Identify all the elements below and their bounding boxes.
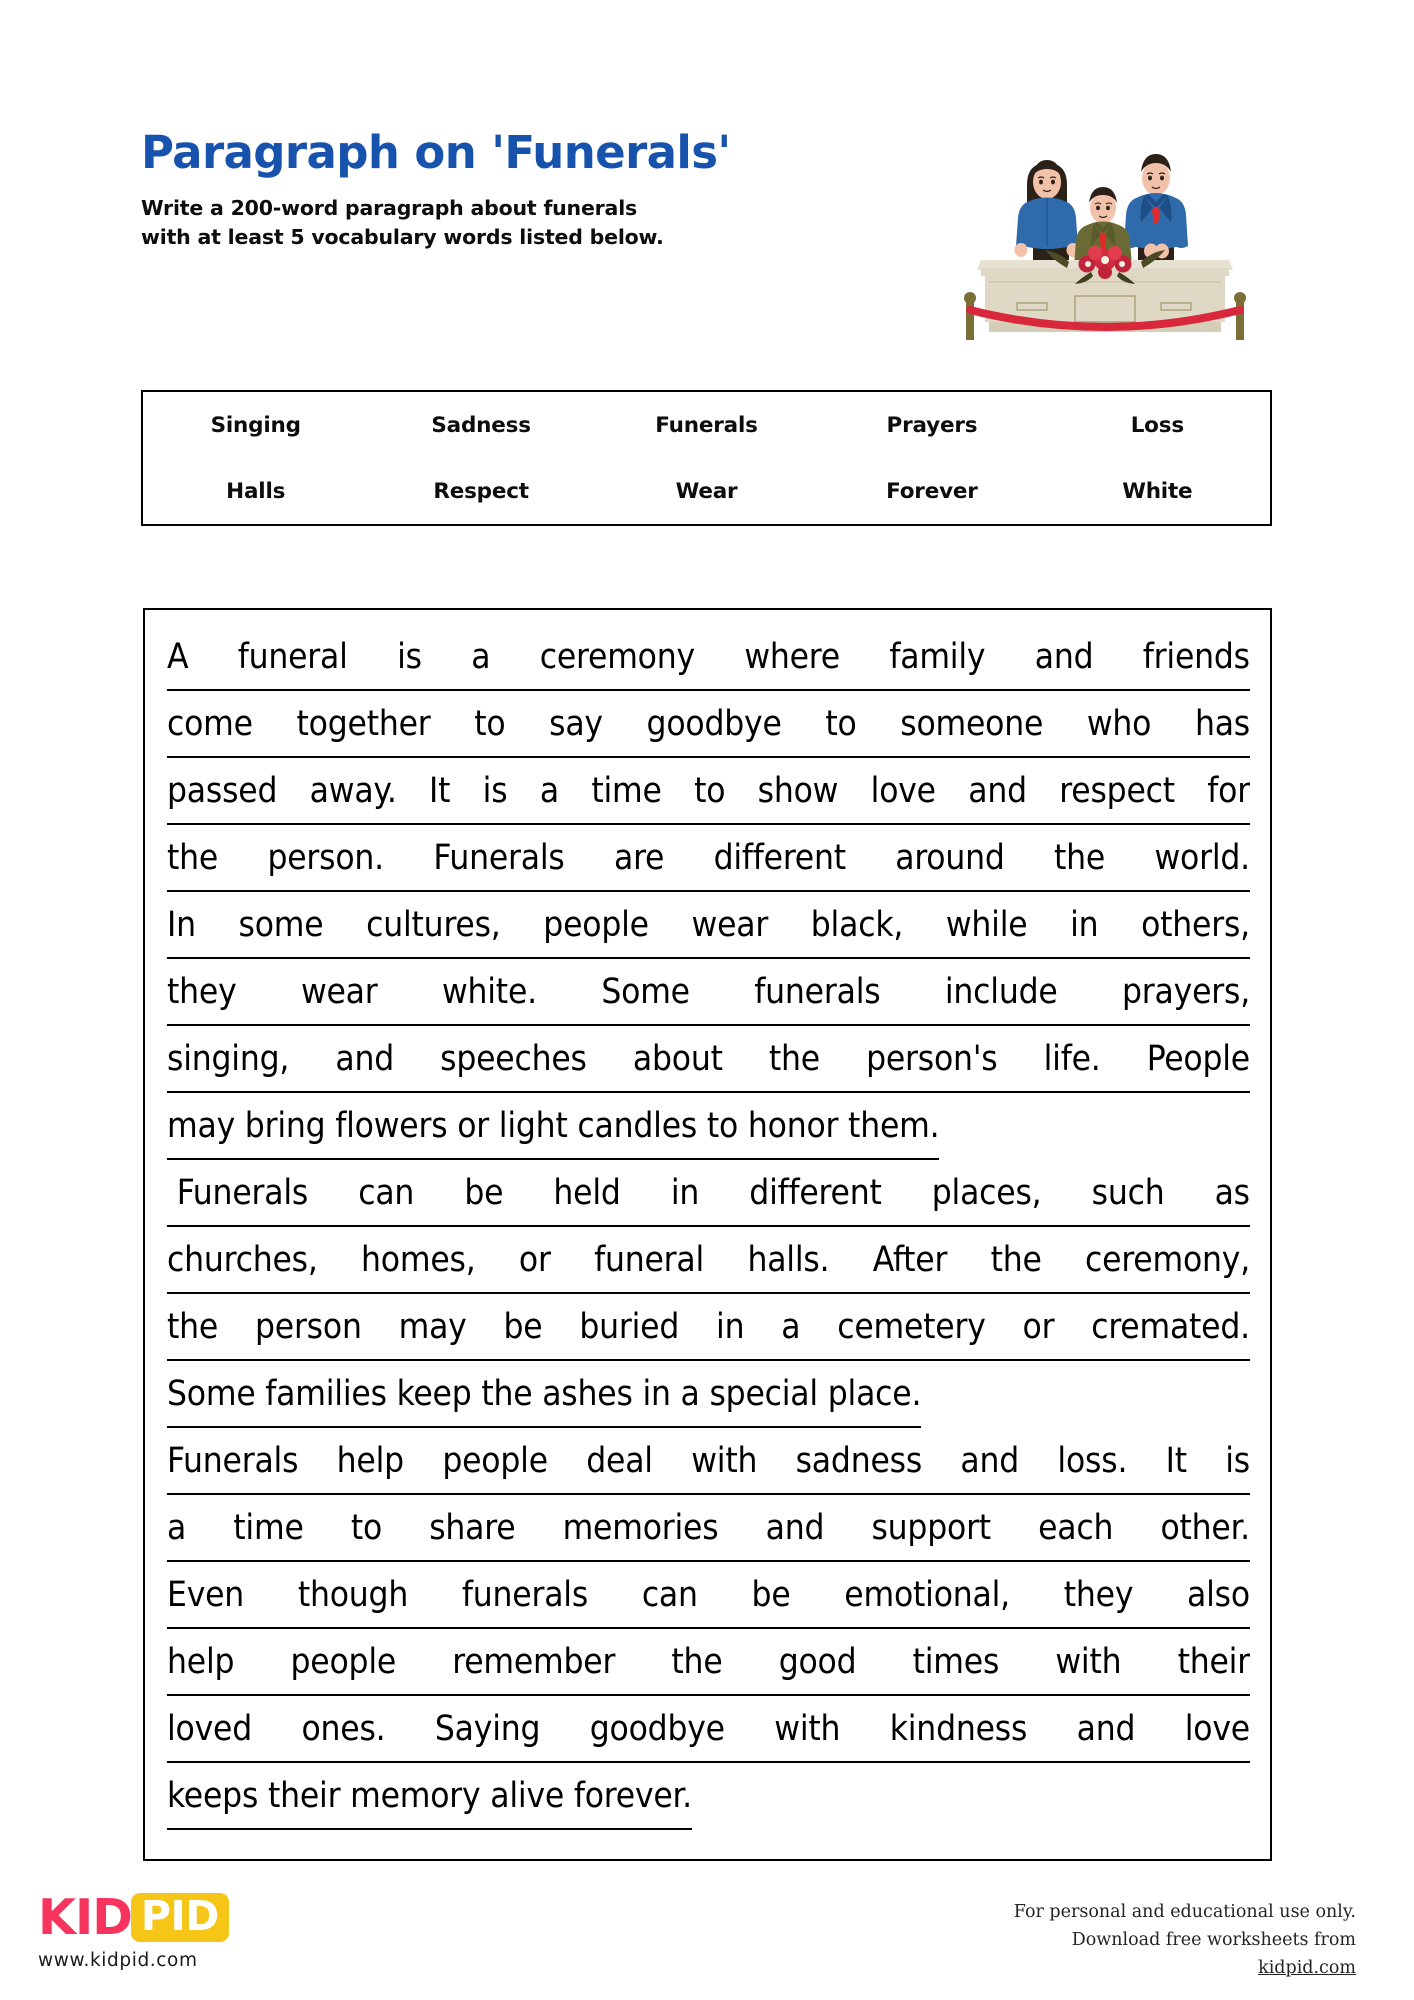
paragraph-line-text: may bring flowers or light candles to honor them. [167, 1093, 939, 1160]
paragraph-word: funerals [461, 1575, 589, 1615]
paragraph-word: their [1177, 1642, 1250, 1682]
paragraph-word: person. [267, 838, 384, 878]
paragraph-line-text [167, 1294, 1250, 1361]
paragraph-word: and [1034, 637, 1094, 677]
paragraph-line-text [167, 1026, 1250, 1093]
paragraph-line-text: keeps their memory alive forever. [167, 1763, 692, 1830]
paragraph-word: to [474, 704, 506, 744]
paragraph-word: held [553, 1173, 621, 1213]
paragraph-line [167, 1562, 1250, 1629]
vocab-word: Respect [433, 478, 529, 504]
paragraph-line-text: Some families keep the ashes in a special place. [167, 1361, 921, 1428]
paragraph-word: show [757, 771, 839, 811]
paragraph-word: be [751, 1575, 791, 1615]
paragraph-word: homes, [361, 1240, 476, 1280]
vocab-word: Halls [226, 478, 286, 504]
paragraph-word: away. [309, 771, 397, 811]
paragraph-word: A [167, 637, 189, 677]
paragraph-word: good [778, 1642, 857, 1682]
paragraph-word: memories [562, 1508, 719, 1548]
logo-url-text: www.kidpid.com [38, 1950, 198, 1971]
paragraph-word: each [1038, 1508, 1114, 1548]
header [141, 128, 941, 253]
paragraph-word: People [1146, 1039, 1250, 1079]
paragraph-line [167, 624, 1250, 691]
funeral-family-casket-illustration [955, 110, 1255, 340]
paragraph-word: around [895, 838, 1005, 878]
paragraph-word: to [694, 771, 726, 811]
paragraph-word: cultures, [366, 905, 501, 945]
paragraph-word: with [774, 1709, 841, 1749]
paragraph-word: for [1207, 771, 1250, 811]
paragraph-word: with [1055, 1642, 1122, 1682]
paragraph-word: Funerals [167, 1441, 299, 1481]
subtitle-line-1: Write a 200-word paragraph about funerals [141, 195, 638, 220]
paragraph-word: speeches [440, 1039, 587, 1079]
paragraph-word: others, [1141, 905, 1250, 945]
paragraph-line [167, 1495, 1250, 1562]
paragraph-word: may [398, 1307, 467, 1347]
paragraph-word: cremated. [1091, 1307, 1250, 1347]
paragraph-line [167, 1160, 1250, 1227]
paragraph-word: a [167, 1508, 187, 1548]
paragraph-word: funeral [594, 1240, 705, 1280]
paragraph-word: are [613, 838, 665, 878]
father-figure [1124, 154, 1188, 265]
footer-note [1014, 1898, 1356, 1982]
paragraph-word: time [233, 1508, 304, 1548]
paragraph-word: a [471, 637, 491, 677]
paragraph-word: in [716, 1307, 745, 1347]
paragraph-word: the [167, 838, 219, 878]
paragraph-word: they [167, 972, 237, 1012]
paragraph-word: family [889, 637, 986, 677]
paragraph-word: can [641, 1575, 698, 1615]
paragraph-word: the [990, 1240, 1042, 1280]
paragraph-word: they [1063, 1575, 1134, 1615]
paragraph-word: the [768, 1039, 820, 1079]
paragraph-word: world. [1154, 838, 1250, 878]
paragraph-word: After [872, 1240, 948, 1280]
paragraph-word: loved [167, 1709, 253, 1749]
paragraph-word: people [543, 905, 649, 945]
paragraph-line-text [167, 691, 1250, 758]
footer-note-line-1: For personal and educational use only. [1013, 1902, 1356, 1922]
paragraph-word: who [1086, 704, 1152, 744]
paragraph-word: halls. [747, 1240, 830, 1280]
vocab-word: Prayers [886, 412, 978, 438]
kidpid-logo [38, 1888, 298, 1971]
paragraph-word: such [1091, 1173, 1165, 1213]
paragraph-word: love [870, 771, 936, 811]
paragraph-word: ceremony, [1085, 1240, 1250, 1280]
paragraph-word: prayers, [1122, 972, 1250, 1012]
paragraph-line-text [167, 1562, 1250, 1629]
paragraph-word: passed [167, 771, 278, 811]
paragraph-lines [167, 624, 1250, 1830]
vocabulary-row-2 [143, 458, 1270, 524]
paragraph-word: time [591, 771, 662, 811]
paragraph-word: is [482, 771, 508, 811]
paragraph-word: in [1070, 905, 1099, 945]
paragraph-word: Funerals [433, 838, 565, 878]
paragraph-word: be [503, 1307, 543, 1347]
logo-pid-text: PID [131, 1893, 229, 1942]
paragraph-line-text [167, 959, 1250, 1026]
paragraph-line [167, 959, 1250, 1026]
paragraph-line-text [167, 1696, 1250, 1763]
paragraph-word: other. [1160, 1508, 1250, 1548]
paragraph-word: people [442, 1441, 548, 1481]
paragraph-word: a [539, 771, 559, 811]
mother-figure [1015, 160, 1080, 265]
paragraph-word: about [632, 1039, 723, 1079]
paragraph-word: say [549, 704, 603, 744]
page-title: Paragraph on 'Funerals' [141, 126, 731, 179]
paragraph-word: help [336, 1441, 404, 1481]
paragraph-word: different [749, 1173, 882, 1213]
paragraph-line [167, 1093, 1250, 1160]
paragraph-word: remember [452, 1642, 616, 1682]
paragraph-word: include [944, 972, 1058, 1012]
vocabulary-row-1 [143, 392, 1270, 458]
paragraph-word: someone [900, 704, 1044, 744]
paragraph-word: is [397, 637, 422, 677]
paragraph-word: or [1022, 1307, 1055, 1347]
paragraph-line [167, 1294, 1250, 1361]
paragraph-line [167, 1763, 1250, 1830]
paragraph-line-text [167, 892, 1250, 959]
paragraph-word: with [691, 1441, 758, 1481]
paragraph-word: It [1165, 1441, 1187, 1481]
paragraph-word: loss. [1057, 1441, 1128, 1481]
paragraph-line [167, 758, 1250, 825]
paragraph-word: places, [931, 1173, 1042, 1213]
paragraph-word: cemetery [837, 1307, 986, 1347]
logo-kid-text: KID [38, 1888, 132, 1946]
paragraph-word: in [670, 1173, 700, 1213]
paragraph-word: the [167, 1307, 219, 1347]
paragraph-word: black, [810, 905, 904, 945]
paragraph-word: Funerals [167, 1173, 309, 1213]
paragraph-word: as [1214, 1173, 1250, 1213]
paragraph-line-text [167, 1428, 1250, 1495]
paragraph-line [167, 1227, 1250, 1294]
paragraph-word: emotional, [844, 1575, 1010, 1615]
subtitle-line-2: with at least 5 vocabulary words listed below. [141, 225, 664, 250]
paragraph-word: the [671, 1642, 723, 1682]
paragraph-word: In [167, 905, 196, 945]
paragraph-word: person [254, 1307, 362, 1347]
paragraph-word: life. [1043, 1039, 1101, 1079]
paragraph-word: has [1194, 704, 1250, 744]
paragraph-word: can [358, 1173, 415, 1213]
vocab-word: Funerals [655, 412, 758, 438]
paragraph-word: singing, [167, 1039, 290, 1079]
paragraph-word: the [1054, 838, 1106, 878]
paragraph-word: and [765, 1508, 825, 1548]
paragraph-word: or [518, 1240, 551, 1280]
paragraph-word: wear [300, 972, 378, 1012]
paragraph-word: a [781, 1307, 801, 1347]
paragraph-line [167, 1629, 1250, 1696]
paragraph-word: respect [1059, 771, 1175, 811]
paragraph-word: also [1187, 1575, 1250, 1615]
paragraph-word: and [960, 1441, 1020, 1481]
paragraph-word: person's [866, 1039, 998, 1079]
paragraph-word: churches, [167, 1240, 318, 1280]
paragraph-word: Saying [434, 1709, 541, 1749]
vocab-word: White [1122, 478, 1193, 504]
paragraph-answer-box[interactable] [143, 608, 1272, 1861]
vocab-word: Sadness [431, 412, 531, 438]
vocab-word: Singing [210, 412, 301, 438]
paragraph-word: and [335, 1039, 394, 1079]
paragraph-line [167, 825, 1250, 892]
paragraph-word: deal [586, 1441, 653, 1481]
paragraph-word: Some [601, 972, 690, 1012]
paragraph-word: some [238, 905, 324, 945]
paragraph-word: ones. [301, 1709, 386, 1749]
paragraph-word: wear [691, 905, 769, 945]
paragraph-word: be [464, 1173, 504, 1213]
paragraph-word: to [825, 704, 857, 744]
paragraph-word: kindness [889, 1709, 1028, 1749]
paragraph-word: share [429, 1508, 516, 1548]
paragraph-word: buried [579, 1307, 680, 1347]
paragraph-word: Even [167, 1575, 245, 1615]
paragraph-line [167, 691, 1250, 758]
paragraph-line [167, 1361, 1250, 1428]
paragraph-word: white. [441, 972, 537, 1012]
paragraph-line-text [167, 825, 1250, 892]
logo-mark [38, 1888, 298, 1946]
paragraph-word: friends [1142, 637, 1250, 677]
paragraph-word: people [290, 1642, 397, 1682]
paragraph-word: different [713, 838, 846, 878]
vocab-word: Forever [886, 478, 978, 504]
vocab-word: Loss [1130, 412, 1184, 438]
paragraph-line-text [167, 758, 1250, 825]
paragraph-word: to [350, 1508, 383, 1548]
paragraph-line-text [167, 1495, 1250, 1562]
paragraph-word: where [744, 637, 840, 677]
paragraph-word: come [167, 704, 253, 744]
paragraph-line-text [167, 1629, 1250, 1696]
vocab-word: Wear [675, 478, 738, 504]
paragraph-word: funerals [754, 972, 881, 1012]
paragraph-line [167, 1428, 1250, 1495]
paragraph-word: goodbye [646, 704, 782, 744]
kidpid-link[interactable]: kidpid.com [1258, 1958, 1356, 1978]
footer-note-line-2 [1014, 1926, 1356, 1982]
paragraph-word: funeral [237, 637, 348, 677]
paragraph-line [167, 892, 1250, 959]
paragraph-word: times [912, 1642, 1000, 1682]
paragraph-word: together [296, 704, 431, 744]
paragraph-word: though [297, 1575, 409, 1615]
paragraph-word: and [968, 771, 1027, 811]
paragraph-word: while [945, 905, 1028, 945]
paragraph-line-text [167, 624, 1250, 691]
paragraph-word: ceremony [539, 637, 695, 677]
paragraph-word: It [429, 771, 451, 811]
paragraph-word: is [1225, 1441, 1250, 1481]
paragraph-line-text [167, 1160, 1250, 1227]
paragraph-line-text [167, 1227, 1250, 1294]
paragraph-word: sadness [795, 1441, 923, 1481]
vocabulary-box [141, 390, 1272, 526]
paragraph-word: support [871, 1508, 991, 1548]
footer-note-prefix: Download free worksheets from [1071, 1930, 1356, 1950]
paragraph-word: goodbye [589, 1709, 725, 1749]
page-subtitle [141, 194, 941, 253]
paragraph-line [167, 1026, 1250, 1093]
paragraph-word: help [167, 1642, 235, 1682]
paragraph-line [167, 1696, 1250, 1763]
paragraph-word: love [1184, 1709, 1250, 1749]
paragraph-word: and [1076, 1709, 1136, 1749]
